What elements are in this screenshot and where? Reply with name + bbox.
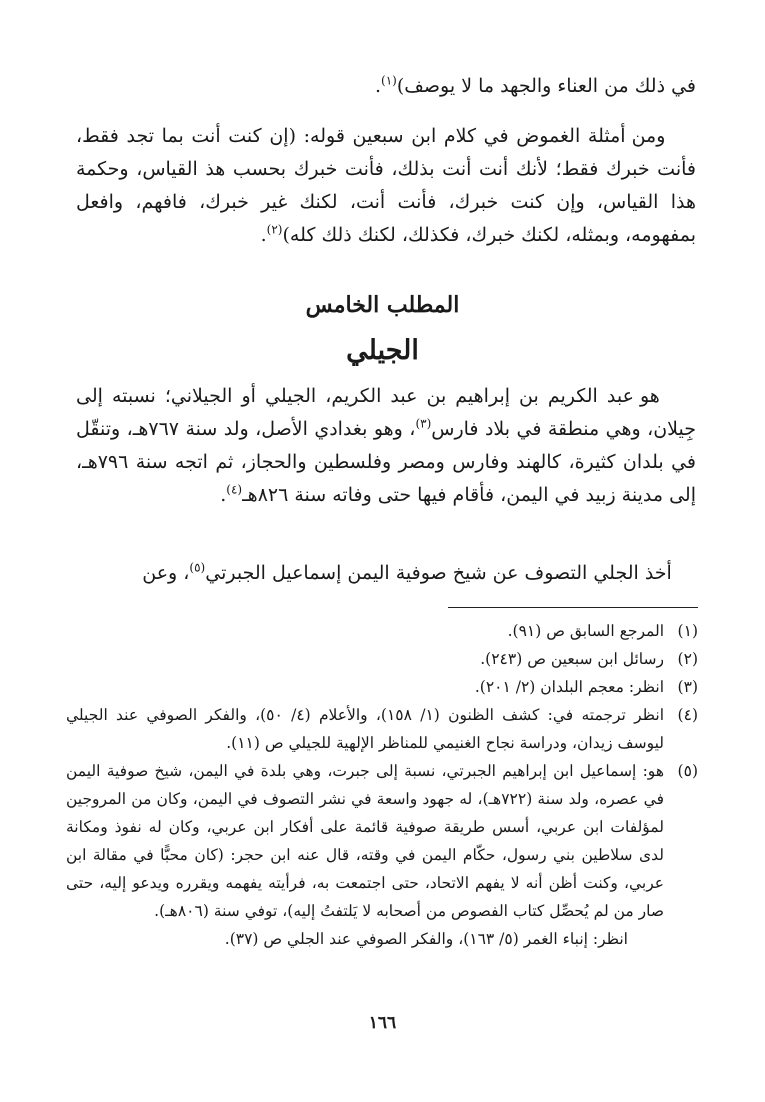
paragraph-continuation <box>76 70 696 103</box>
p3-text-a: هو عبد الكريم بن إبراهيم بن عبد الكريم، الجيلي أو الجيلاني؛ نسبته إلى جِيلان، وهي منطقة في بلاد فارس <box>76 385 696 440</box>
p1-text: في ذلك من العناء والجهد ما لا يوصف) <box>396 75 696 97</box>
p3-tail: . <box>220 484 227 506</box>
footnote-number: (٥) <box>677 762 698 780</box>
footnote-5-reference: انظر: إنباء الغمر (٥/ ١٦٣)، والفكر الصوفي عند الجلي ص (٣٧). <box>224 930 628 948</box>
footnote-ref-4: (٤) <box>226 482 243 497</box>
footnote-1 <box>66 617 698 645</box>
footnote-ref-3: (٣) <box>415 416 432 431</box>
footnote-ref-1: (١) <box>381 73 397 88</box>
p2-text: ومن أمثلة الغموض في كلام ابن سبعين قوله: (إن كنت أنت بما تجد فقط، فأنت خبرك فقط؛ لأنك أنت أنت بذلك، فأنت خبرك بحسب هذ القياس، وحكمة هذا القياس، وإن كنت خبرك، فأنت أنت، لكنك غير خبرك، فافهم، وافعل بمفهومه، وبمثله، لكنك خبرك، فكذلك، لكنك ذلك كله) <box>76 125 696 246</box>
footnotes <box>66 617 698 953</box>
p2-tail: . <box>260 224 267 246</box>
footnote-text: رسائل ابن سبعين ص (٢٤٣). <box>480 650 664 668</box>
footnote-ref-5: (٥) <box>189 560 206 575</box>
footnote-text: المرجع السابق ص (٩١). <box>507 622 664 640</box>
p4-tail: ، وعن <box>142 562 190 584</box>
footnote-text: انظر ترجمته في: كشف الظنون (١/ ١٥٨)، والأعلام (٤/ ٥٠)، والفكر الصوفي عند الجيلي ليوسف زيدان، ودراسة نجاح الغنيمي للمناظر الإلهية للجيلي ص (١١). <box>66 706 664 752</box>
footnote-text: انظر: معجم البلدان (٢/ ٢٠١). <box>474 678 664 696</box>
p4-text: أخذ الجلي التصوف عن شيخ صوفية اليمن إسماعيل الجبرتي <box>205 562 672 584</box>
page-number: ١٦٦ <box>368 1013 397 1033</box>
footnote-2 <box>66 645 698 673</box>
footnote-4 <box>66 701 698 757</box>
footnote-5 <box>66 757 698 925</box>
footnote-separator <box>448 607 698 608</box>
footnote-ref-2: (٢) <box>266 222 283 237</box>
footnote-number: (٤) <box>677 706 698 724</box>
p1-tail: . <box>374 75 382 97</box>
footnote-number: (٢) <box>677 650 698 668</box>
paragraph-teacher <box>76 557 696 590</box>
subject-heading: الجيلي <box>346 335 419 366</box>
p3-text-b: ، وهو بغدادي الأصل، ولد سنة ٧٦٧هـ، وتنقّل في بلدان كثيرة، كالهند وفارس ومصر وفلسطين والحجاز، ثم اتجه سنة ٧٩٦هـ، إلى مدينة زبيد في اليمن، فأقام فيها حتى وفاته سنة ٨٢٦هـ <box>76 418 696 506</box>
footnote-number: (١) <box>677 622 698 640</box>
section-heading: المطلب الخامس <box>305 292 460 318</box>
footnote-number: (٣) <box>677 678 698 696</box>
footnote-text: هو: إسماعيل ابن إبراهيم الجبرتي، نسبة إلى جبرت، وهي بلدة في اليمن، شيخ صوفية اليمن في عصره، ولد سنة (٧٢٢هـ)، له جهود واسعة في نشر التصوف في اليمن، وكان من المروجين لمؤلفات ابن عربي، أسس طريقة صوفية قائمة على أفكار ابن عربي، وكان له نفوذ ومكانة لدى سلاطين بني رسول، حكّام اليمن في وقته، قال عنه ابن حجر: (كان محبًّا في مقالة ابن عربي، وكنت أظن أنه لا يفهم الاتحاد، حتى اجتمعت به، فرأيته يفهمه ويقرره ويدعو إليه، حتى صار من لم يُحصِّل كتاب الفصوص من أصحابه لا يَلتفتُ إليه)، توفي سنة (٨٠٦هـ). <box>66 762 664 920</box>
footnote-3 <box>66 673 698 701</box>
paragraph-ibn-sabin-quote <box>76 120 696 252</box>
paragraph-biography <box>76 380 696 512</box>
